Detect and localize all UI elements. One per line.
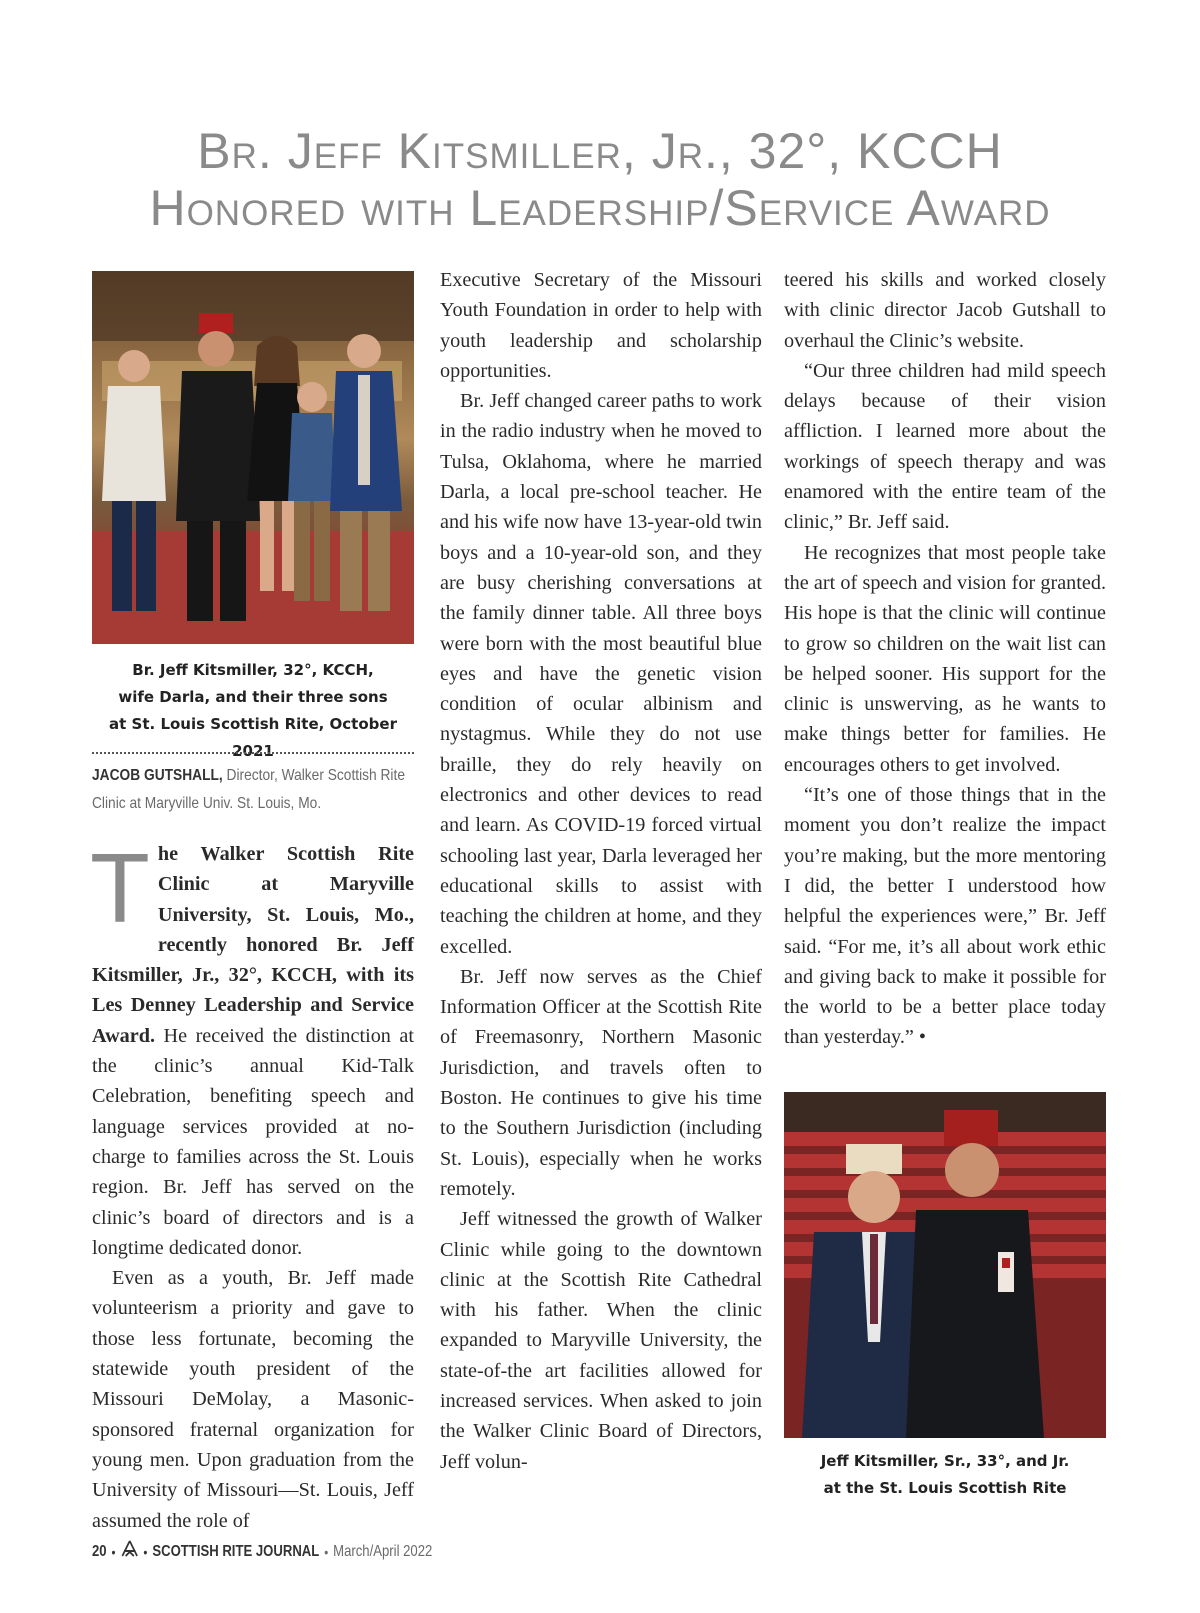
article-paragraph-2: Even as a youth, Br. Jeff made volunteerism a priority and gave to those less fortunate, becoming the statewide youth president of the Missouri DeMolay, a Masonic-sponsored fraternal organization for young men. Upon graduation from the University of Missouri—St. Louis, Jeff assumed the role of <box>92 1267 414 1532</box>
article-paragraph-5: Jeff witnessed the growth of Walker Clinic while going to the downtown clinic at the Scottish Rite Cathedral with his father. When the clinic expanded to Maryville University, the state-of-the art facilities allowed for increased services. When asked to join the Walker Clinic Board of Directors, Jeff volun- <box>440 1208 762 1473</box>
drop-cap: T <box>90 833 150 943</box>
byline <box>92 762 414 818</box>
family-photo-caption <box>88 657 418 765</box>
caption-line: Br. Jeff Kitsmiller, 32°, KCCH, <box>132 661 374 679</box>
square-compass-icon <box>120 1540 138 1563</box>
issue-date: March/April 2022 <box>333 1542 433 1560</box>
article-paragraph-6: “Our three children had mild speech delays because of their vision affliction. I learned more about the workings of speech therapy and was enamored with the entire team of the clinic,” Br. Jeff said. <box>784 359 1106 534</box>
caption-line: Jeff Kitsmiller, Sr., 33°, and Jr. <box>820 1452 1070 1470</box>
caption-line: at the St. Louis Scottish Rite <box>823 1479 1067 1497</box>
father-son-photo <box>784 1092 1106 1438</box>
article-paragraph-3: Br. Jeff changed career paths to work in the radio industry when he moved to Tulsa, Oklahoma, where he married Darla, a local pre-school teacher. He and his wife now have 13-year-old twin boys and a 10-year-old son, and they are busy cherishing conversations at the family dinner table. All three boys were born with the most beautiful blue eyes and have the genetic vision condition of ocular albinism and nystagmus. While they do not use braille, they do rely heavily on electronics and other devices to read and learn. As COVID-19 forced virtual schooling last year, Darla leveraged her educational skills to assist with teaching the children at home, and they excelled. <box>440 390 762 958</box>
article-column-1 <box>90 833 414 1536</box>
dotted-divider <box>92 752 414 754</box>
footer-bullet: • <box>324 1543 329 1560</box>
article-paragraph-4: Br. Jeff now serves as the Chief Information Officer at the Scottish Rite of Freemasonry, Northern Masonic Jurisdiction, and travels often to Boston. He continues to give his time to the Southern Jurisdiction (including St. Louis), especially when he works remotely. <box>440 965 762 1200</box>
footer-bullet: • <box>111 1543 116 1560</box>
paragraph-text: He received the distinction at the clinic’s annual Kid-Talk Celebration, benefiting speech and language services provided at no-charge to families across the St. Louis region. Br. Jeff has served on the clinic’s board of directors and is a longtime dedicated donor. <box>92 1024 414 1259</box>
father-son-photo-caption <box>784 1448 1106 1502</box>
page-footer <box>92 1540 432 1563</box>
caption-line: at St. Louis Scottish Rite, October 2021 <box>109 715 397 760</box>
caption-line: wife Darla, and their three sons <box>118 688 388 706</box>
byline-author: JACOB GUTSHALL, <box>92 767 223 784</box>
article-paragraph-5-cont: teered his skills and worked closely with clinic director Jacob Gutshall to overhaul the Clinic’s website. <box>784 269 1106 352</box>
article-column-2 <box>440 265 762 1477</box>
article-title-line-1: Br. Jeff Kitsmiller, Jr., 32°, KCCH <box>197 123 1003 179</box>
byline-role: Director, Walker Scottish Rite Clinic at Maryville Univ. St. Louis, Mo. <box>92 767 405 812</box>
article-paragraph-8: “It’s one of those things that in the moment you don’t realize the impact you’re making, but the more mentoring I did, the better I understood how helpful the experiences were,” Br. Jeff said. “For me, it’s all about work ethic and giving back to make it possible for the world to be a better place today than yesterday.” • <box>784 784 1106 1049</box>
article-column-3 <box>784 265 1106 1053</box>
footer-bullet: • <box>143 1543 148 1560</box>
article-paragraph-7: He recognizes that most people take the art of speech and vision for granted. His hope is that the clinic will continue to grow so children on the wait list can be helped sooner. His support for the clinic is unswerving, as he wants to make things better for families. He encourages others to get involved. <box>784 541 1106 776</box>
family-photo <box>92 271 414 644</box>
lead-text: he Walker Scottish Rite Clinic at Maryville University, St. Louis, Mo., recently honored Br. Jeff Kitsmiller, Jr., 32°, KCCH, with its Les Denney Leadership and Service Award. <box>92 843 414 1047</box>
journal-name: SCOTTISH RITE JOURNAL <box>152 1542 320 1560</box>
article-paragraph-1 <box>90 833 414 1263</box>
article-paragraph-2-cont: Executive Secretary of the Missouri Youth Foundation in order to help with youth leadership and scholarship opportunities. <box>440 269 762 382</box>
page-number: 20 <box>92 1542 107 1560</box>
article-title-line-2: Honored with Leadership/Service Award <box>149 180 1051 236</box>
